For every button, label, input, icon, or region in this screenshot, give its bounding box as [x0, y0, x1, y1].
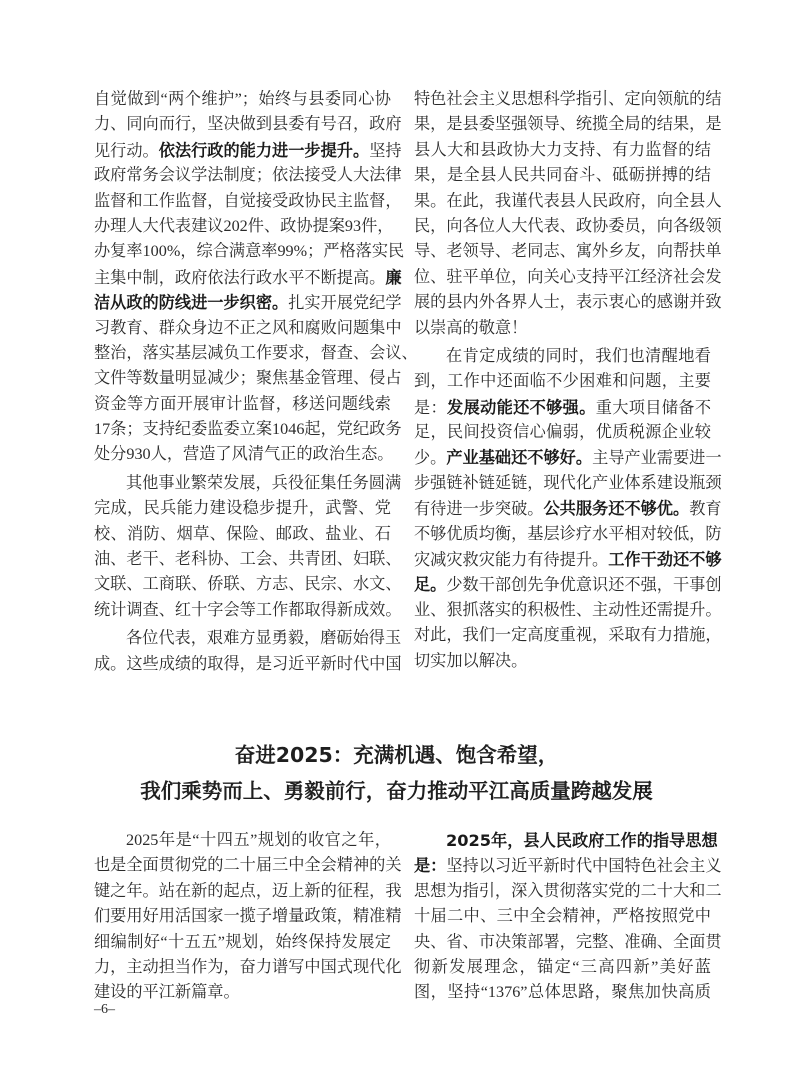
text-line [94, 442, 394, 467]
bold-text: 依法行政的能力进一步提升。 [158, 140, 370, 160]
text-line [94, 138, 402, 163]
text-line [94, 853, 402, 878]
bold-text: 产业基础还不够好。 [446, 448, 593, 468]
text-line [414, 316, 711, 341]
bold-text: 发展动能还不够强。 [447, 397, 596, 417]
text-line [94, 572, 402, 597]
text: 切实加以解决。 [414, 651, 528, 670]
text: 思想为指引，深入贯彻落实党的二十大和二 [414, 881, 722, 900]
text-line [414, 598, 722, 623]
text: 业、狠抓落实的积极性、主动性还需提升。 [414, 600, 722, 619]
bold-text: 公共服务还不够优。 [543, 499, 690, 519]
text: 资金等方面开展审计监督，移送问题线索 [94, 394, 391, 413]
text: 到，工作中还面临不少困难和问题，主要 [414, 372, 711, 391]
text-line [94, 904, 402, 929]
text-line [94, 163, 402, 188]
text-line [94, 879, 402, 904]
text: 不够优质均衡，基层诊疗水平相对较低，防 [414, 524, 722, 543]
text: 教育 [689, 500, 722, 519]
text: 们要用好用活国家一揽子增量政策，精准精 [94, 907, 402, 926]
bold-text: 洁从政的防线进一步织密。 [94, 293, 289, 313]
text: 图，坚持“1376”总体思路，聚焦加快高质 [414, 983, 711, 1002]
text-line [414, 828, 718, 853]
text-line [94, 366, 402, 391]
text: 少。 [414, 449, 447, 468]
text-line [414, 522, 722, 547]
text: 也是全面贯彻党的二十届三中全会精神的关 [94, 856, 402, 875]
text-line [94, 341, 418, 366]
text-line [414, 395, 711, 420]
text-line [414, 496, 722, 521]
text-line [94, 265, 402, 290]
section-heading-line-1: 奋进2025：充满机遇、饱含希望， [234, 743, 559, 767]
text-line [414, 980, 711, 1005]
paragraph [94, 471, 402, 623]
text-line [414, 189, 722, 214]
text-line [94, 930, 391, 955]
text: 导、老领导、老同志、寓外乡友，向帮扶单 [414, 242, 722, 261]
text-line [94, 471, 402, 496]
text-line [414, 112, 722, 137]
column-bottom-left [94, 828, 402, 1009]
text: 特色社会主义思想科学指引、定向领航的结 [414, 90, 722, 108]
text: 展的县内外各界人士，表示衷心的感谢并致 [414, 293, 722, 312]
text-line [414, 420, 711, 445]
text: 统计调查、红十字会等工作都取得新成效。 [94, 600, 402, 619]
paragraph [94, 626, 402, 677]
text-line [94, 547, 402, 572]
text: 扎实开展党纪学 [288, 294, 402, 313]
text-line [414, 138, 711, 163]
text: 办复率100%，综合满意率99%；严格落实民 [94, 242, 405, 261]
text: 其他事业繁荣发展，兵役征集任务圆满 [126, 473, 402, 492]
text: 主导产业需要进一 [592, 449, 722, 468]
text: 办理人大代表建议202件、政协提案93件， [94, 216, 394, 235]
text: 主集中制，政府依法行政水平不断提高。 [94, 268, 386, 287]
text-line [414, 572, 722, 597]
text-line [414, 163, 711, 188]
text: 位、驻平单位，向关心支持平江经济社会发 [414, 267, 722, 286]
text-line [414, 445, 722, 470]
page-number: –6– [94, 1002, 115, 1017]
text: 灾减灾救灾能力有待提升。 [414, 551, 609, 570]
text-line [414, 930, 722, 955]
text: 各位代表，艰难方显勇毅，磨砺始得玉 [126, 629, 402, 648]
text-line [414, 369, 711, 394]
text-line [414, 239, 722, 264]
paragraph [94, 828, 402, 1006]
text: 果，是全县人民共同奋斗、砥砺拼搏的结 [414, 166, 711, 185]
text: 政府常务会议学法制度；依法接受人大法律 [94, 166, 402, 185]
text-line [414, 955, 711, 980]
text: 2025年是“十四五”规划的收官之年， [126, 831, 391, 849]
bold-text: 工作干劲还不够 [608, 550, 722, 570]
text: 成。这些成绩的取得，是习近平新时代中国 [94, 654, 402, 673]
text: 县人大和县政协大力支持、有力监督的结 [414, 140, 711, 159]
paragraph [94, 87, 418, 468]
text: 对此，我们一定高度重视，采取有力措施， [414, 626, 722, 645]
text-line [414, 344, 711, 369]
text-line [414, 853, 722, 878]
bold-text: 廉 [385, 267, 402, 287]
paragraph [414, 344, 722, 674]
text: 力、同向而行，坚决做到县委有号召，政府 [94, 115, 402, 134]
column-top-left [94, 87, 418, 680]
text-line [94, 239, 405, 264]
text: 力，主动担当作为，奋力谱写中国式现代化 [94, 957, 402, 976]
text-line [94, 316, 402, 341]
text: 以崇高的敬意！ [414, 318, 528, 337]
text-line [94, 392, 391, 417]
text-line [94, 955, 402, 980]
text-line [414, 649, 711, 674]
text-line [414, 290, 722, 315]
text-line [414, 623, 722, 648]
text-line [94, 112, 402, 137]
column-top-right [414, 87, 722, 677]
text: 文件等数量明显减少；聚焦基金管理、侵占 [94, 369, 402, 388]
text-line [94, 87, 391, 112]
text-line [414, 904, 711, 929]
text: 油、老干、老科协、工会、共青团、妇联、 [94, 550, 402, 569]
paragraph [414, 87, 722, 341]
paragraph [414, 828, 722, 1006]
text: 足，民间投资信心偏弱，优质税源企业较 [414, 423, 711, 442]
text-line [94, 652, 402, 677]
text: 整治，落实基层减负工作要求，督查、会议、 [94, 343, 418, 362]
text: 自觉做到“两个维护”；始终与县委同心协 [94, 90, 391, 108]
text: 键之年。站在新的起点，迈上新的征程，我 [94, 881, 402, 900]
text-line [94, 189, 402, 214]
text-line [414, 471, 722, 496]
text: 建设的平江新篇章。 [94, 983, 240, 1002]
text-line [94, 828, 391, 853]
text-line [414, 87, 722, 112]
text: 校、消防、烟草、保险、邮政、盐业、石 [94, 524, 391, 543]
text: 民，向各位人大代表、政协委员，向各级领 [414, 216, 722, 235]
bold-text: 足。 [414, 575, 447, 595]
text-line [414, 214, 722, 239]
text: 在肯定成绩的同时，我们也清醒地看 [446, 346, 711, 365]
text-line [94, 417, 402, 442]
text: 是： [414, 398, 448, 417]
text: 果，是县委坚强领导、统揽全局的结果，是 [414, 115, 722, 134]
bold-text: 是： [414, 856, 447, 876]
text: 彻新发展理念，锚定“三高四新”美好蓝 [414, 957, 711, 976]
column-bottom-right [414, 828, 722, 1009]
text: 央、省、市决策部署，完整、准确、全面贯 [414, 932, 722, 951]
text: 17条；支持纪委监委立案1046起，党纪政务 [94, 420, 402, 439]
text: 坚持以习近平新时代中国特色社会主义 [446, 857, 722, 876]
text: 见行动。 [94, 141, 159, 160]
text-line [414, 265, 722, 290]
text-line [94, 626, 402, 651]
text-line [94, 290, 402, 315]
text: 完成，民兵能力建设稳步提升，武警、党 [94, 499, 391, 518]
bold-text: 2025年，县人民政府工作的指导思想 [446, 831, 718, 850]
text: 果。在此，我谨代表县人民政府，向全县人 [414, 191, 722, 210]
text: 步强链补链延链，现代化产业体系建设瓶颈 [414, 473, 722, 492]
text: 监督和工作监督，自觉接受政协民主监督， [94, 191, 402, 210]
text-line [414, 879, 722, 904]
text: 十届二中、三中全会精神，严格按照党中 [414, 907, 711, 926]
text-line [94, 598, 402, 623]
text: 有待进一步突破。 [414, 500, 544, 519]
text: 细编制好“十五五”规划，始终保持发展定 [94, 932, 391, 951]
text: 重大项目储备不 [595, 398, 712, 417]
text: 处分930人，营造了风清气正的政治生态。 [94, 445, 394, 464]
text: 文联、工商联、侨联、方志、民宗、水文、 [94, 575, 402, 594]
text: 习教育、群众身边不正之风和腐败问题集中 [94, 318, 402, 337]
text-line [94, 496, 391, 521]
text: 坚持 [369, 141, 402, 160]
text-line [94, 522, 391, 547]
text: 少数干部创先争优意识还不强，干事创 [446, 576, 722, 595]
section-heading-line-2: 我们乘势而上、勇毅前行，奋力推动平江高质量跨越发展 [140, 779, 653, 803]
text-line [94, 980, 391, 1005]
text-line [414, 547, 722, 572]
text-line [94, 214, 394, 239]
